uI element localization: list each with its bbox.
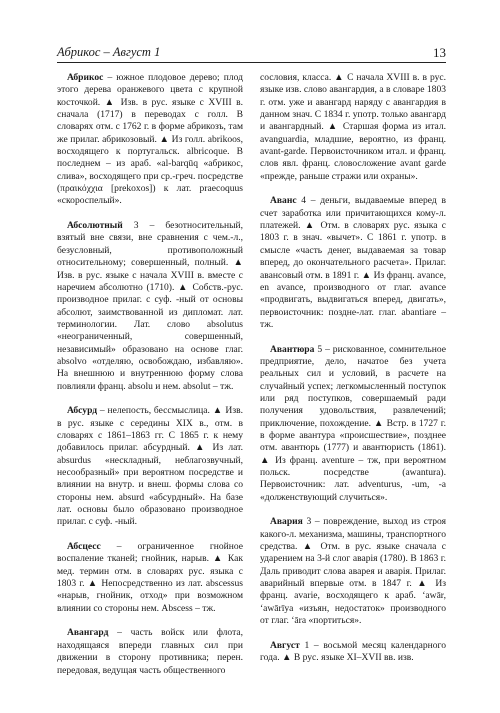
entry-headword: Авангард: [67, 627, 109, 639]
running-header: [57, 44, 446, 63]
entry-text: – часть войск или флота, находящаяся впереди главных сил при движении в сторону противника; перен. передовая, ведущая часть общественного: [57, 627, 243, 676]
entry-headword: Абсурд: [67, 405, 98, 417]
left-column: [57, 72, 243, 689]
entry-text: 1 – восьмой месяц календарного года. ▲ В рус. языке XI–XVII вв. изв.: [260, 639, 446, 664]
entry-text: 3 – безотносительный, взятый вне связи, вне сравнения с чем.-л., безусловный, противоположный относительному; совершенный, полный. ▲ Изв. в рус. языке с начала XVIII в. вместе с наречием абсолютно (1710). ▲ Собств.-рус. производное прилаг. с суф. -ный от основы абсолют, заимствованной из дипломат. лат. терминологии. Лат. слово absolutus «неограниченный, совершенный, независимый» образовано на основе глаг. absolvo «отделяю, освобождаю, избавляю». На внешнюю и внутреннюю форму слова повлияли франц. absolu и нем. absolut – тж.: [57, 220, 243, 392]
text-columns: [57, 72, 446, 689]
entry-text: – южное плодовое дерево; плод этого дерева оранжевого цвета с крупной косточкой. ▲ Изв. в рус. языке с XVIII в. сначала (1717) в переводах с голл. В словарях отм. с 1762 г. в форме абрикозъ, там же прилаг. абрикозовый. ▲ Из голл. abrikoos, восходящего к португальск. albricoque. В последнем – из араб. «al-barqūq «абрикос, слива», восходящего при ср.-греч. посредстве (πραικόχχια [prekoxos]) к лат. praecoquus «скороспелый».: [57, 72, 243, 207]
entry-headword: Август: [270, 639, 300, 651]
dictionary-entry: [57, 627, 243, 676]
entry-text: 3 – повреждение, выход из строя какого-л. механизма, машины, транспортного средства. ▲ Отм. в рус. языке сначала с ударением на 3-й слог аварія (1780). В 1863 г. Даль приводит слова аварея и аварія. Прилаг. аварийный впервые отм. в 1847 г. ▲ Из франц. avarie, восходящего к араб. ʻawār, ʻawārīya «изъян, недостаток» производного от глаг. ʻāra «портиться».: [260, 516, 446, 627]
running-title: Абрикос – Август 1: [57, 45, 161, 59]
entry-headword: Аванс: [270, 195, 297, 207]
dictionary-entry: [260, 344, 446, 504]
entry-text: сословия, класса. ▲ С начала XVIII в. в рус. языке изв. слово авангардия, а в словаре 1803 г. отм. уже и авангард наряду с авангардия в данном знач. С 1834 г. употр. только авангард и авангардный. ▲ Старшая форма из итал. avanguardia, младшие, вероятно, из франц. avant-garde. Первоисточником итал. и франц. слов явл. франц. словосложение avant garde «прежде, раньше стражи или охраны».: [260, 72, 446, 182]
entry-text: – нелепость, бессмыслица. ▲ Изв. в рус. языке с середины XIX в., отм. в словарях с 1861–1863 гг. С 1865 г. к нему добавилось прилаг. абсурдный. ▲ Из лат. absurdus «нескладный, неблагозвучный, несообразный» при вероятном посредстве и влиянии на внутр. и внеш. формы слова со стороны нем. absurd «абсурдный». На базе лат. основы было образовано производное прилаг. с суф. -ный.: [57, 405, 243, 528]
entry-headword: Авария: [270, 516, 303, 528]
entry-headword: Авантюра: [270, 343, 315, 355]
entry-text: 4 – деньги, выдаваемые вперед в счет заработка или причитающихся кому-л. платежей. ▲ Отм. в словарях рус. языка с 1803 г. в знач. «вычет». С 1861 г. употр. в смысле «часть денег, выдаваемая за товар вперед, до окончательного расчета». Прилаг. авансовый отм. в 1891 г. ▲ Из франц. avance, en avance, производного от глаг. avance «продвигать, выдвигаться вперед, двигать», первоисточник: поздне-лат. глаг. abantiare – тж.: [260, 195, 446, 330]
entry-headword: Абсолютный: [67, 220, 123, 232]
entry-text: – ограниченное гнойное воспаление тканей; гнойник, нарыв. ▲ Как мед. термин отм. в словарях рус. языка с 1803 г. ▲ Непосредственно из лат. abscessus «нарыв, гнойник, отход» при возможном влиянии со стороны нем. Abscess – тж.: [57, 541, 243, 614]
entry-text: 5 – рискованное, сомнительное предприятие, дело, начатое без учета реальных сил и условий, в расчете на случайный успех; легкомысленный поступок или ряд поступков, совершаемый ради получения удовольствия, развлечений; приключение, похождение. ▲ Встр. в 1727 г. в форме авантура «происшествие», позднее отм. авантюрь (1777) и авантюристь (1861). ▲ Из франц. aventure – тж, при вероятном польск. посредстве (awantura). Первоисточник: лат. adventurus, -um, -a «долженствующий случиться».: [260, 343, 446, 503]
dictionary-entry: [57, 72, 243, 208]
dictionary-entry-continued: [260, 72, 446, 183]
entry-headword: Абсцесс: [67, 541, 101, 553]
dictionary-entry: [260, 516, 446, 627]
dictionary-entry: [260, 640, 446, 665]
dictionary-entry: [57, 220, 243, 393]
dictionary-entry: [57, 541, 243, 615]
page-number: 13: [433, 45, 446, 60]
dictionary-entry: [260, 195, 446, 331]
entry-headword: Абрикос: [67, 72, 104, 83]
right-column: [260, 72, 446, 689]
dictionary-entry: [57, 405, 243, 528]
